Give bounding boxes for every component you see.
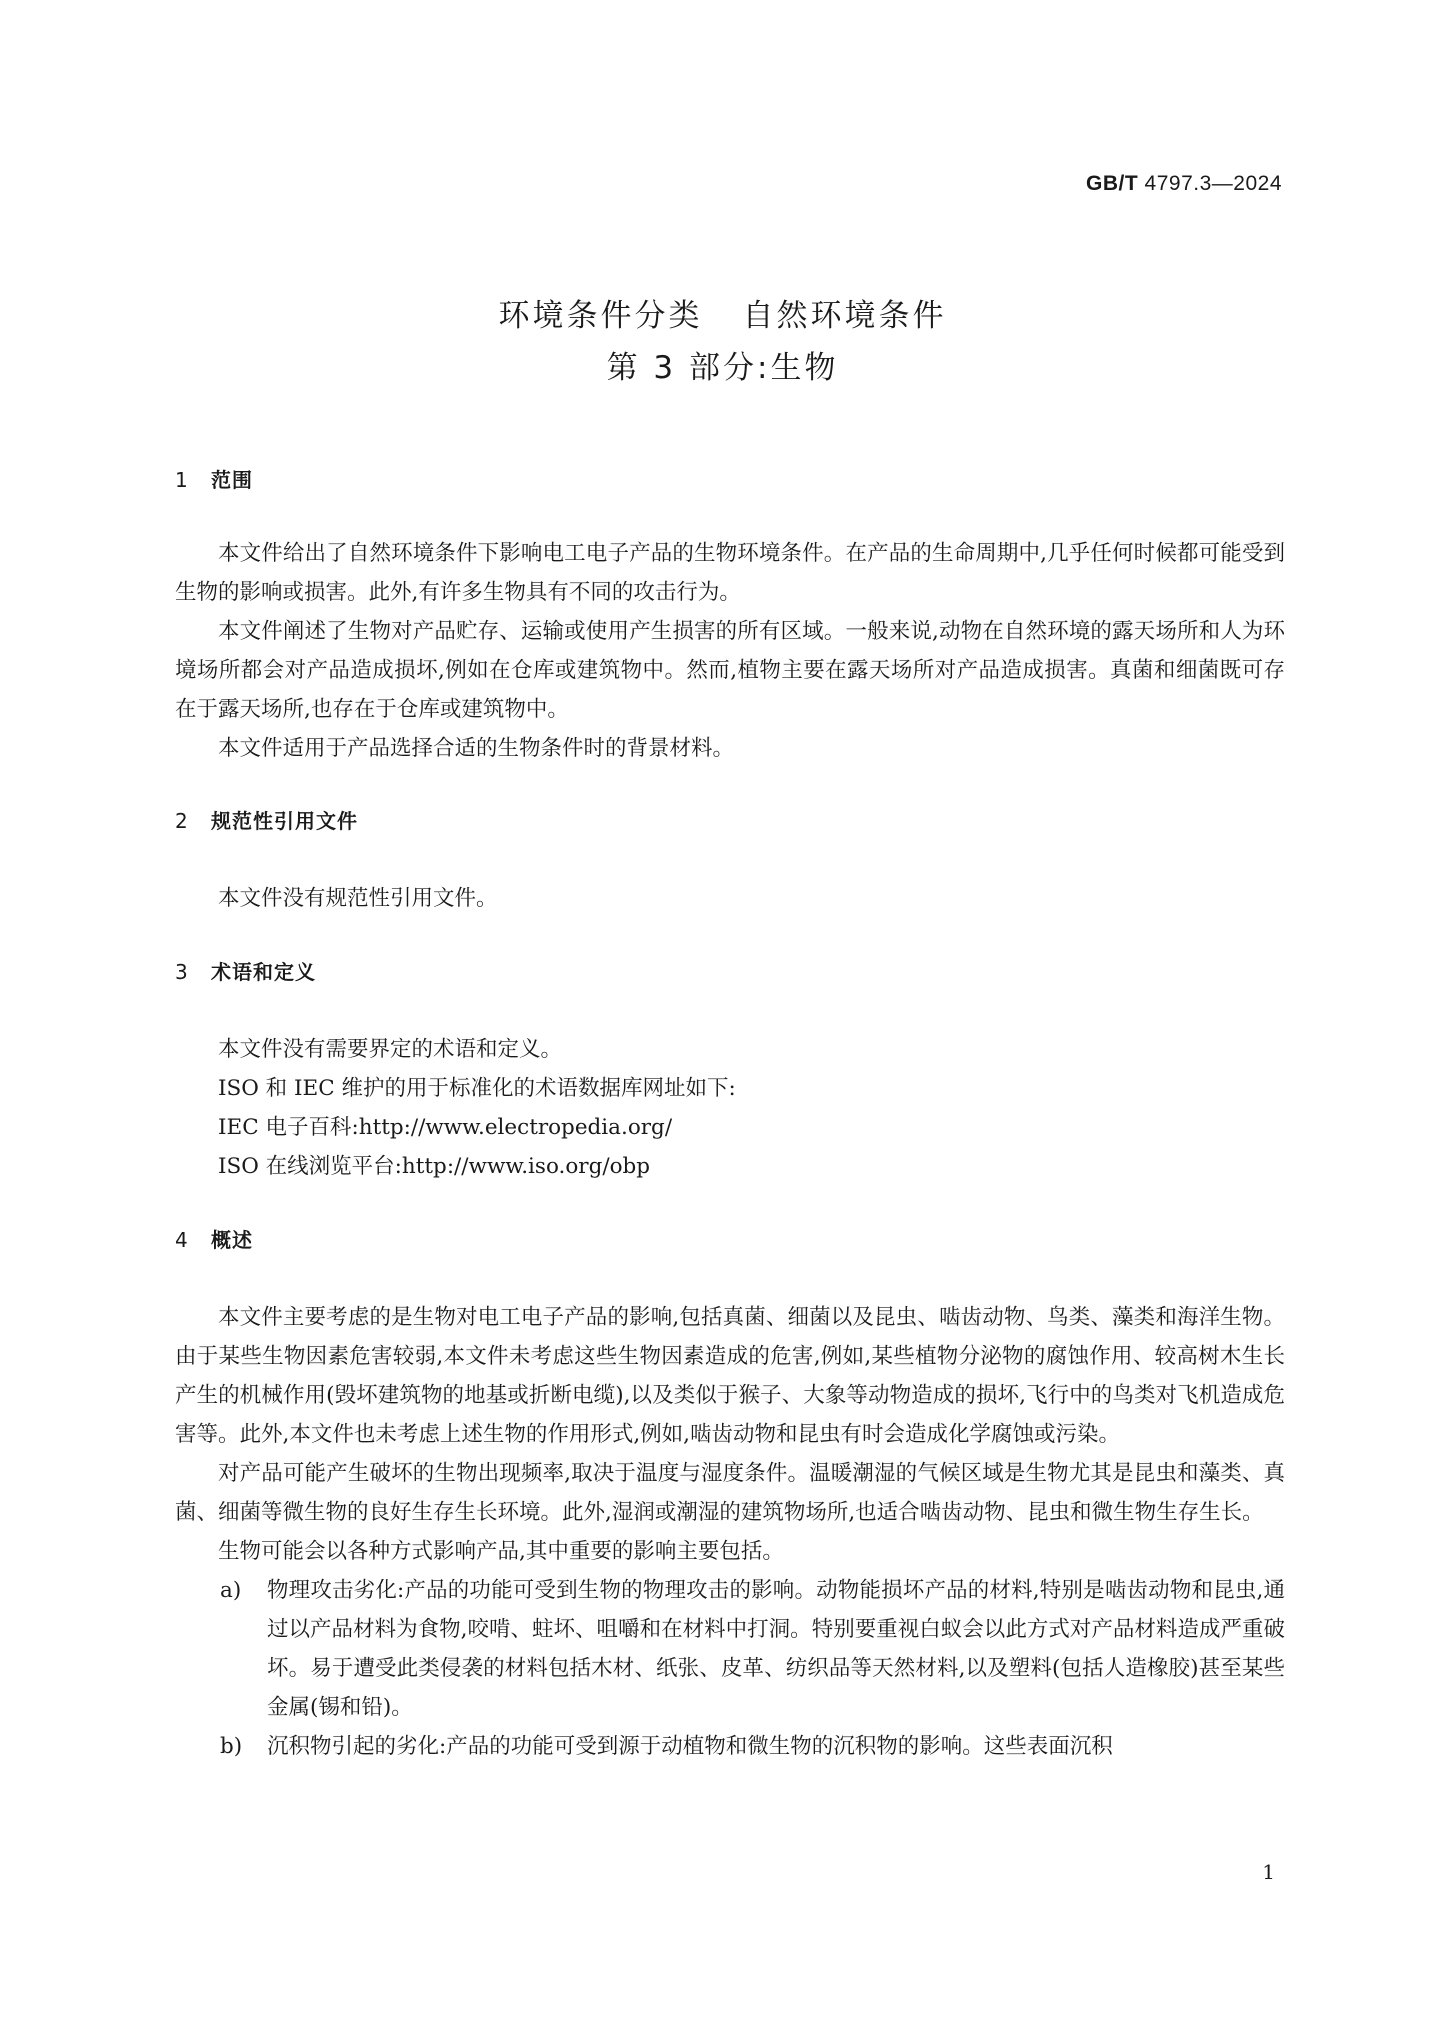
list-item-text: 物理攻击劣化:产品的功能可受到生物的物理攻击的影响。动物能损坏产品的材料,特别是啮齿动物和昆虫,通过以产品材料为食物,咬啃、蛀坏、咀嚼和在材料中打洞。特别要重视白蚁会以此方式对产品材料造成严重破坏。易于遭受此类侵袭的材料包括木材、纸张、皮革、纺织品等天然材料,以及塑料(包括人造橡胶)甚至某些金属(锡和铅)。 — [267, 1578, 1285, 1720]
title-part-1: 环境条件分类 — [498, 298, 703, 334]
section-number: 3 — [175, 960, 189, 984]
doc-number-value: 4797.3—2024 — [1144, 172, 1282, 195]
electropedia-link: IEC 电子百科:http://www.electropedia.org/ — [218, 1115, 673, 1140]
section-4-heading — [175, 1224, 1285, 1260]
title-line-2: 第 3 部分:生物 — [606, 350, 839, 386]
document-body — [175, 464, 1285, 1766]
document-number — [1086, 172, 1282, 196]
section-number: 2 — [175, 809, 189, 833]
section-4-paragraph: 本文件主要考虑的是生物对电工电子产品的影响,包括真菌、细菌以及昆虫、啮齿动物、鸟类、藻类和海洋生物。由于某些生物因素危害较弱,本文件未考虑这些生物因素造成的危害,例如,某些植物分泌物的腐蚀作用、较高树木生长产生的机械作用(毁坏建筑物的地基或折断电缆),以及类似于猴子、大象等动物造成的损坏,飞行中的鸟类对飞机造成危害等。此外,本文件也未考虑上述生物的作用形式,例如,啮齿动物和昆虫有时会造成化学腐蚀或污染。 — [175, 1305, 1285, 1447]
section-number: 1 — [175, 468, 189, 492]
section-title: 范围 — [211, 468, 253, 492]
list-item — [175, 1571, 1285, 1727]
section-1-paragraph: 本文件给出了自然环境条件下影响电工电子产品的生物环境条件。在产品的生命周期中,几乎任何时候都可能受到生物的影响或损害。此外,有许多生物具有不同的攻击行为。 — [175, 541, 1285, 605]
page-number: 1 — [1262, 1860, 1275, 1884]
list-item — [175, 1727, 1285, 1766]
section-1-paragraph: 本文件阐述了生物对产品贮存、运输或使用产生损害的所有区域。一般来说,动物在自然环境的露天场所和人为环境场所都会对产品造成损坏,例如在仓库或建筑物中。然而,植物主要在露天场所对产品造成损害。真菌和细菌既可存在于露天场所,也存在于仓库或建筑物中。 — [175, 619, 1285, 722]
document-title — [0, 290, 1445, 394]
section-3-heading — [175, 956, 1285, 992]
list-marker: a) — [220, 1578, 242, 1603]
list-item-text: 沉积物引起的劣化:产品的功能可受到源于动植物和微生物的沉积物的影响。这些表面沉积 — [267, 1734, 1113, 1759]
section-title: 术语和定义 — [211, 960, 316, 984]
section-3-line: 本文件没有需要界定的术语和定义。 — [218, 1037, 563, 1062]
doc-prefix: GB/T — [1086, 172, 1139, 195]
title-line-1 — [0, 290, 1445, 342]
section-4-paragraph: 生物可能会以各种方式影响产品,其中重要的影响主要包括。 — [218, 1539, 784, 1564]
section-3-line: ISO 和 IEC 维护的用于标准化的术语数据库网址如下: — [218, 1076, 736, 1101]
section-2-paragraph: 本文件没有规范性引用文件。 — [218, 886, 498, 911]
title-part-2: 自然环境条件 — [742, 298, 947, 334]
section-title: 概述 — [211, 1228, 253, 1252]
section-4-paragraph: 对产品可能产生破坏的生物出现频率,取决于温度与湿度条件。温暖潮湿的气候区域是生物尤其是昆虫和藻类、真菌、细菌等微生物的良好生存生长环境。此外,湿润或潮湿的建筑物场所,也适合啮齿动物、昆虫和微生物生存生长。 — [175, 1461, 1285, 1525]
section-1-heading — [175, 464, 1285, 500]
section-title: 规范性引用文件 — [211, 809, 358, 833]
section-2-heading — [175, 805, 1285, 841]
section-1-paragraph: 本文件适用于产品选择合适的生物条件时的背景材料。 — [218, 736, 735, 761]
section-number: 4 — [175, 1228, 189, 1252]
iso-obp-link: ISO 在线浏览平台:http://www.iso.org/obp — [218, 1154, 651, 1179]
list-marker: b) — [220, 1734, 243, 1759]
